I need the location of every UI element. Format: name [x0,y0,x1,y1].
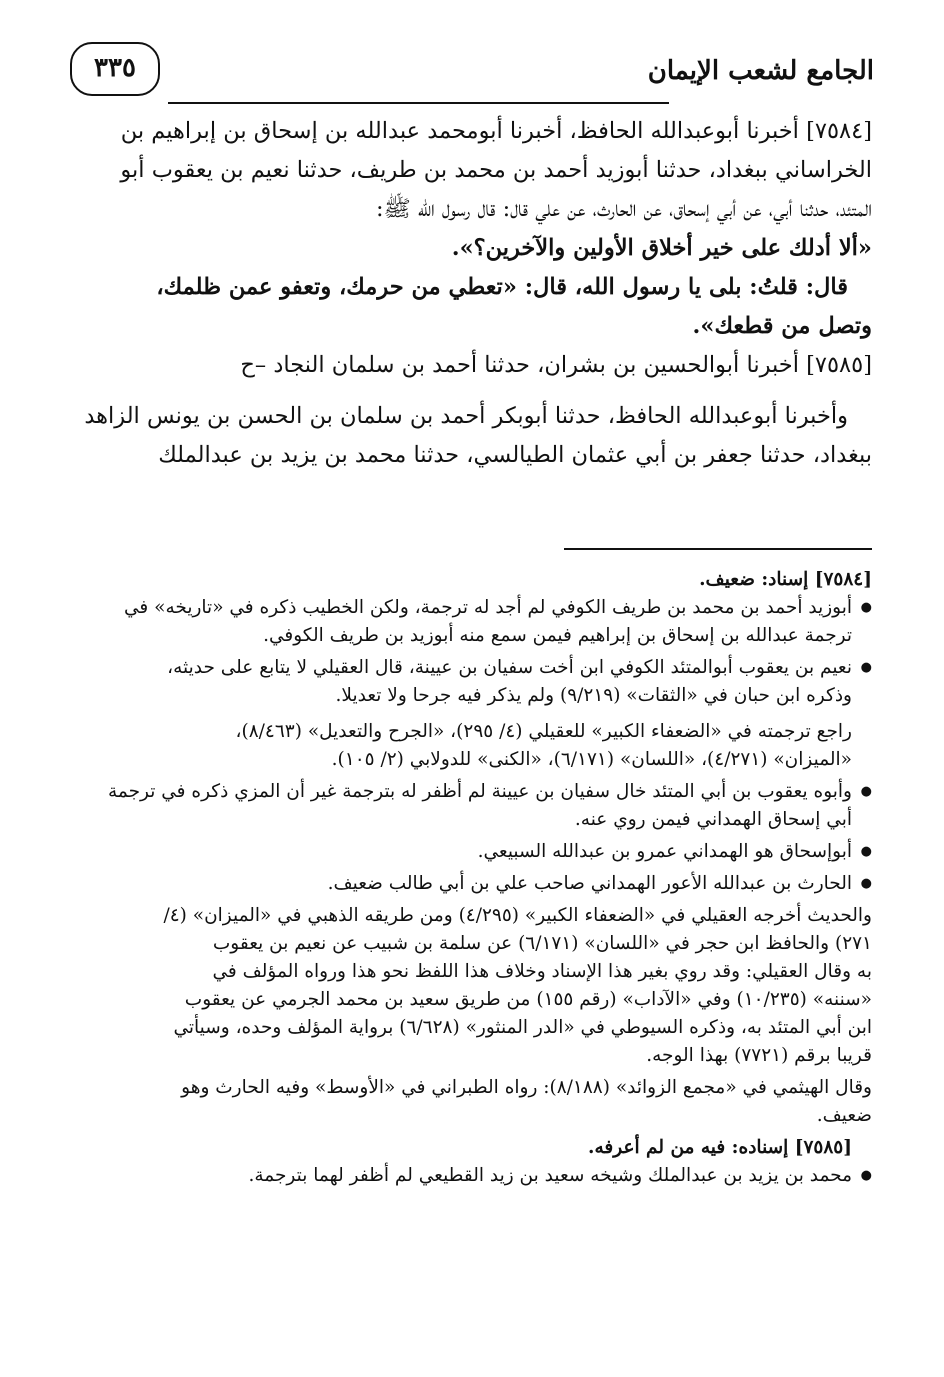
footnote-line: قريبا برقم (٧٧٢١) بهذا الوجه. [646,1045,872,1066]
footnote-bullet [72,654,872,710]
footnote-line: والحديث أخرجه العقيلي في «الضعفاء الكبير» (٤/٢٩٥) ومن طريقه الذهبي في «الميزان» (٤/ [163,905,872,926]
footnote-line: ضعيف. [816,1105,872,1126]
hadith-7584-line: الخراساني ببغداد، حدثنا أبوزيد أحمد بن محمد بن طريف، حدثنا نعيم بن يعقوب أبو [120,157,872,183]
footnote-line: أبي إسحاق الهمداني فيمن روي عنه. [574,809,852,830]
footnote-line: ● أبوإسحاق هو الهمداني عمرو بن عبدالله السبيعي. [72,838,872,866]
footnote-line: «الميزان» (٤/٢٧١)، «اللسان» (٦/١٧١)، «الكنى» للدولابي (٢/ ١٠٥). [331,749,852,770]
footnote-paragraph [72,902,872,1070]
footnote-bullet [72,1162,872,1190]
page-number: ٣٣٥ [70,42,160,96]
header-rule [168,102,669,104]
footnote-line: ● نعيم بن يعقوب أبوالمتئد الكوفي ابن أخت سفيان بن عيينة، قال العقيلي لا يتابع على حديثه، [72,654,872,682]
footnote-line: ● الحارث بن عبدالله الأعور الهمداني صاحب علي بن أبي طالب ضعيف. [72,870,872,898]
footnote-divider [564,548,872,550]
page-header [70,38,874,98]
footnote-line: ٢٧١) والحافظ ابن حجر في «اللسان» (٦/١٧١) عن سلمة بن شبيب عن نعيم بن يعقوب [212,933,872,954]
footnote-7585-heading: [٧٥٨٥] إسناده: فيه من لم أعرفه. [588,1137,852,1158]
footnote-line: ● وأبوه يعقوب بن أبي المتئد خال سفيان بن عيينة لم أظفر له بترجمة غير أن المزي ذكره في ترجمة [72,778,872,806]
book-title: الجامع لشعب الإيمان [647,56,874,86]
footnote-line: به وقال العقيلي: وقد روي بغير هذا الإسناد وخلاف هذا اللفظ نحو هذا ورواه المؤلف في [212,961,872,982]
footnote-line: ابن أبي المتئد به، وذكره السيوطي في «الدر المنثور» (٦/٦٢٨) برواية المؤلف وحده، وسيأتي [173,1017,872,1038]
hadith-7584-line: المتئد، حدثنا أبي، عن أبي إسحاق، عن الحارث، عن علي قال: قال رسول الله ﷺ: [376,196,872,222]
footnote-line: راجع ترجمته في «الضعفاء الكبير» للعقيلي (٤/ ٢٩٥)، «الجرح والتعديل» (٨/٤٦٣)، [235,721,852,742]
footnote-paragraph [72,1074,872,1130]
footnote-line: وذكره ابن حبان في «الثقات» (٩/٢١٩) ولم يذكر فيه جرحا ولا تعديلا. [335,685,852,706]
footnotes [72,566,872,1194]
footnote-references [72,718,872,774]
footnote-line: وقال الهيثمي في «مجمع الزوائد» (٨/١٨٨): رواه الطبراني في «الأوسط» وفيه الحارث وهو [181,1077,872,1098]
hadith-7585-line: وأخبرنا أبوعبدالله الحافظ، حدثنا أبوبكر أحمد بن سلمان بن الحسن بن يونس الزاهد [84,403,848,429]
hadith-7585-line: ببغداد، حدثنا جعفر بن أبي عثمان الطيالسي، حدثنا محمد بن يزيد بن عبدالملك [158,442,872,468]
main-text [72,112,872,475]
footnote-bullet [72,594,872,650]
footnote-line: ترجمة عبدالله بن إسحاق بن إبراهيم فيمن سمع منه أبوزيد بن طريف الكوفي. [263,625,852,646]
hadith-7584-matn: «ألا أدلك على خير أخلاق الأولين والآخرين؟». [451,235,872,261]
footnote-line: ● أبوزيد أحمد بن محمد بن طريف الكوفي لم أجد له ترجمة، ولكن الخطيب ذكره في «تاريخه» في [72,594,872,622]
footnote-line: ● محمد بن يزيد بن عبدالملك وشيخه سعيد بن زيد القطيعي لم أظفر لهما بترجمة. [72,1162,872,1190]
footnote-line: «سننه» (١٠/٢٣٥) وفي «الآداب» (رقم ١٥٥) من طريق سعيد بن محمد الجرمي عن يعقوب [184,989,872,1010]
hadith-7584-line: [٧٥٨٤] أخبرنا أبوعبدالله الحافظ، أخبرنا أبومحمد عبدالله بن إسحاق بن إبراهيم بن [120,118,872,144]
hadith-7585-line: [٧٥٨٥] أخبرنا أبوالحسين بن بشران، حدثنا أحمد بن سلمان النجاد –ح [240,352,872,378]
hadith-7584-matn: وتصل من قطعك». [692,313,872,339]
hadith-7584-matn: قال: قلتُ: بلى يا رسول الله، قال: «تعطي من حرمك، وتعفو عمن ظلمك، [156,274,848,300]
footnote-bullet [72,778,872,834]
footnote-bullet [72,870,872,898]
footnote-bullet [72,838,872,866]
footnote-7584-heading: [٧٥٨٤] إسناد: ضعيف. [699,569,872,590]
